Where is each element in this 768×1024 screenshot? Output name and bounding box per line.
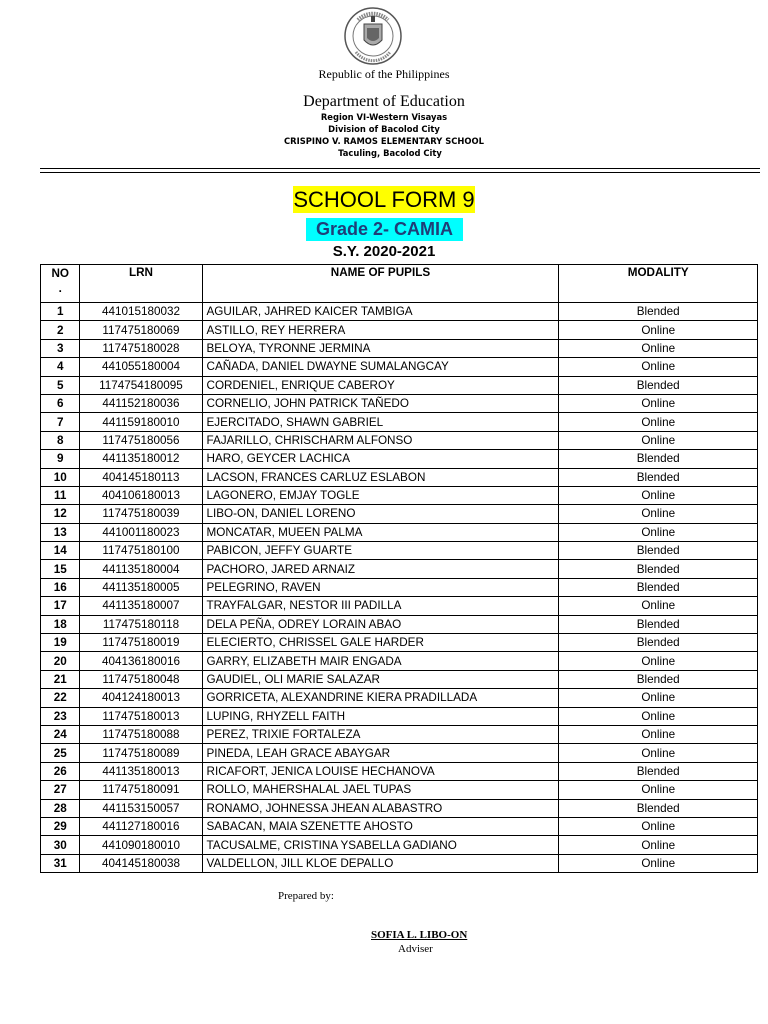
row-number: 22 [41, 689, 80, 707]
table-header-row [41, 265, 758, 303]
column-header-modality: MODALITY [559, 265, 758, 303]
table-row [41, 486, 758, 504]
row-modality: Online [559, 358, 758, 376]
row-lrn: 117475180019 [80, 634, 202, 652]
row-name: CORDENIEL, ENRIQUE CABEROY [202, 376, 559, 394]
row-lrn: 117475180089 [80, 744, 202, 762]
row-modality: Online [559, 486, 758, 504]
table-row [41, 597, 758, 615]
row-lrn: 117475180028 [80, 339, 202, 357]
signatory-name: SOFIA L. LIBO-ON [371, 929, 468, 941]
table-row [41, 652, 758, 670]
row-number: 6 [41, 394, 80, 412]
table-row [41, 854, 758, 872]
header-divider-top [40, 168, 760, 169]
row-modality: Online [559, 321, 758, 339]
row-lrn: 404124180013 [80, 689, 202, 707]
row-number: 11 [41, 486, 80, 504]
row-name: SABACAN, MAIA SZENETTE AHOSTO [202, 817, 559, 835]
row-name: TACUSALME, CRISTINA YSABELLA GADIANO [202, 836, 559, 854]
row-name: GORRICETA, ALEXANDRINE KIERA PRADILLADA [202, 689, 559, 707]
table-row [41, 413, 758, 431]
row-lrn: 117475180118 [80, 615, 202, 633]
row-modality: Online [559, 781, 758, 799]
table-row [41, 817, 758, 835]
signatory-role: Adviser [398, 943, 433, 955]
row-modality: Blended [559, 376, 758, 394]
row-number: 8 [41, 431, 80, 449]
table-row [41, 468, 758, 486]
table-row [41, 799, 758, 817]
school-year: S.Y. 2020-2021 [332, 243, 436, 260]
row-number: 17 [41, 597, 80, 615]
row-modality: Online [559, 854, 758, 872]
row-lrn: 404145180113 [80, 468, 202, 486]
row-number: 7 [41, 413, 80, 431]
deped-seal-icon [338, 6, 408, 66]
row-modality: Online [559, 707, 758, 725]
table-row [41, 450, 758, 468]
row-number: 14 [41, 542, 80, 560]
row-number: 15 [41, 560, 80, 578]
row-modality: Blended [559, 670, 758, 688]
row-lrn: 441135180005 [80, 578, 202, 596]
row-modality: Online [559, 394, 758, 412]
row-name: PINEDA, LEAH GRACE ABAYGAR [202, 744, 559, 762]
column-header-no: NO . [41, 265, 80, 303]
row-name: PELEGRINO, RAVEN [202, 578, 559, 596]
row-name: FAJARILLO, CHRISCHARM ALFONSO [202, 431, 559, 449]
row-number: 13 [41, 523, 80, 541]
row-name: GAUDIEL, OLI MARIE SALAZAR [202, 670, 559, 688]
form-title: SCHOOL FORM 9 [293, 187, 475, 212]
column-header-lrn: LRN [80, 265, 202, 303]
header-divider-bottom [40, 172, 760, 173]
table-row [41, 358, 758, 376]
row-modality: Online [559, 431, 758, 449]
division-line: Division of Bacolod City [328, 124, 440, 134]
row-modality: Blended [559, 634, 758, 652]
row-name: PABICON, JEFFY GUARTE [202, 542, 559, 560]
row-name: VALDELLON, JILL KLOE DEPALLO [202, 854, 559, 872]
row-name: CAÑADA, DANIEL DWAYNE SUMALANGCAY [202, 358, 559, 376]
table-row [41, 836, 758, 854]
row-number: 16 [41, 578, 80, 596]
table-row [41, 542, 758, 560]
row-lrn: 441135180007 [80, 597, 202, 615]
row-lrn: 117475180039 [80, 505, 202, 523]
row-number: 30 [41, 836, 80, 854]
table-row [41, 339, 758, 357]
table-row [41, 505, 758, 523]
row-number: 18 [41, 615, 80, 633]
row-modality: Blended [559, 303, 758, 321]
row-modality: Blended [559, 450, 758, 468]
row-name: PACHORO, JARED ARNAIZ [202, 560, 559, 578]
row-lrn: 441152180036 [80, 394, 202, 412]
region-line: Region VI-Western Visayas [320, 112, 448, 122]
row-number: 27 [41, 781, 80, 799]
row-modality: Blended [559, 762, 758, 780]
table-row [41, 321, 758, 339]
row-name: RONAMO, JOHNESSA JHEAN ALABASTRO [202, 799, 559, 817]
row-lrn: 404106180013 [80, 486, 202, 504]
row-lrn: 441055180004 [80, 358, 202, 376]
table-row [41, 689, 758, 707]
row-number: 12 [41, 505, 80, 523]
row-modality: Online [559, 836, 758, 854]
row-lrn: 117475180100 [80, 542, 202, 560]
row-lrn: 441015180032 [80, 303, 202, 321]
row-number: 26 [41, 762, 80, 780]
row-number: 4 [41, 358, 80, 376]
row-number: 3 [41, 339, 80, 357]
row-modality: Online [559, 523, 758, 541]
table-row [41, 615, 758, 633]
row-lrn: 441153150057 [80, 799, 202, 817]
row-lrn: 441135180004 [80, 560, 202, 578]
row-number: 19 [41, 634, 80, 652]
row-lrn: 117475180091 [80, 781, 202, 799]
row-name: LUPING, RHYZELL FAITH [202, 707, 559, 725]
row-name: BELOYA, TYRONNE JERMINA [202, 339, 559, 357]
table-row [41, 725, 758, 743]
row-name: LIBO-ON, DANIEL LORENO [202, 505, 559, 523]
row-number: 24 [41, 725, 80, 743]
row-modality: Online [559, 744, 758, 762]
row-name: ROLLO, MAHERSHALAL JAEL TUPAS [202, 781, 559, 799]
row-lrn: 441135180012 [80, 450, 202, 468]
row-name: PEREZ, TRIXIE FORTALEZA [202, 725, 559, 743]
table-row [41, 523, 758, 541]
row-name: AGUILAR, JAHRED KAICER TAMBIGA [202, 303, 559, 321]
table-row [41, 744, 758, 762]
row-name: ELECIERTO, CHRISSEL GALE HARDER [202, 634, 559, 652]
row-lrn: 441159180010 [80, 413, 202, 431]
row-lrn: 117475180056 [80, 431, 202, 449]
table-row [41, 431, 758, 449]
row-modality: Blended [559, 542, 758, 560]
row-name: LAGONERO, EMJAY TOGLE [202, 486, 559, 504]
row-name: DELA PEÑA, ODREY LORAIN ABAO [202, 615, 559, 633]
column-header-name: NAME OF PUPILS [202, 265, 559, 303]
table-row [41, 781, 758, 799]
row-name: EJERCITADO, SHAWN GABRIEL [202, 413, 559, 431]
table-row [41, 634, 758, 652]
republic-heading: Republic of the Philippines [318, 67, 450, 81]
row-name: CORNELIO, JOHN PATRICK TAÑEDO [202, 394, 559, 412]
row-number: 10 [41, 468, 80, 486]
row-number: 21 [41, 670, 80, 688]
pupil-roster-table [40, 264, 758, 873]
row-modality: Blended [559, 468, 758, 486]
table-row [41, 670, 758, 688]
row-lrn: 117475180069 [80, 321, 202, 339]
row-lrn: 117475180048 [80, 670, 202, 688]
table-row [41, 560, 758, 578]
row-lrn: 404145180038 [80, 854, 202, 872]
row-lrn: 117475180088 [80, 725, 202, 743]
table-row [41, 376, 758, 394]
row-number: 31 [41, 854, 80, 872]
row-lrn: 441135180013 [80, 762, 202, 780]
school-address: Taculing, Bacolod City [338, 148, 442, 158]
row-name: ASTILLO, REY HERRERA [202, 321, 559, 339]
row-modality: Blended [559, 578, 758, 596]
row-name: RICAFORT, JENICA LOUISE HECHANOVA [202, 762, 559, 780]
row-modality: Online [559, 413, 758, 431]
row-modality: Online [559, 505, 758, 523]
table-row [41, 762, 758, 780]
row-modality: Online [559, 725, 758, 743]
row-modality: Blended [559, 799, 758, 817]
row-lrn: 441127180016 [80, 817, 202, 835]
row-name: GARRY, ELIZABETH MAIR ENGADA [202, 652, 559, 670]
row-lrn: 404136180016 [80, 652, 202, 670]
row-modality: Online [559, 652, 758, 670]
row-number: 25 [41, 744, 80, 762]
row-number: 20 [41, 652, 80, 670]
row-number: 9 [41, 450, 80, 468]
row-modality: Blended [559, 560, 758, 578]
row-modality: Online [559, 817, 758, 835]
row-name: LACSON, FRANCES CARLUZ ESLABON [202, 468, 559, 486]
table-row [41, 707, 758, 725]
row-number: 1 [41, 303, 80, 321]
row-number: 23 [41, 707, 80, 725]
department-heading: Department of Education [303, 93, 465, 110]
row-modality: Online [559, 597, 758, 615]
row-name: HARO, GEYCER LACHICA [202, 450, 559, 468]
row-number: 2 [41, 321, 80, 339]
row-modality: Online [559, 689, 758, 707]
row-number: 5 [41, 376, 80, 394]
row-lrn: 1174754180095 [80, 376, 202, 394]
row-number: 29 [41, 817, 80, 835]
prepared-by-label: Prepared by: [278, 890, 334, 902]
row-name: MONCATAR, MUEEN PALMA [202, 523, 559, 541]
row-modality: Blended [559, 615, 758, 633]
table-row [41, 394, 758, 412]
row-number: 28 [41, 799, 80, 817]
row-lrn: 441001180023 [80, 523, 202, 541]
row-lrn: 441090180010 [80, 836, 202, 854]
grade-section: Grade 2- CAMIA [306, 218, 463, 241]
row-modality: Online [559, 339, 758, 357]
table-row [41, 578, 758, 596]
row-name: TRAYFALGAR, NESTOR III PADILLA [202, 597, 559, 615]
table-row [41, 303, 758, 321]
row-lrn: 117475180013 [80, 707, 202, 725]
school-name: CRISPINO V. RAMOS ELEMENTARY SCHOOL [284, 136, 484, 146]
